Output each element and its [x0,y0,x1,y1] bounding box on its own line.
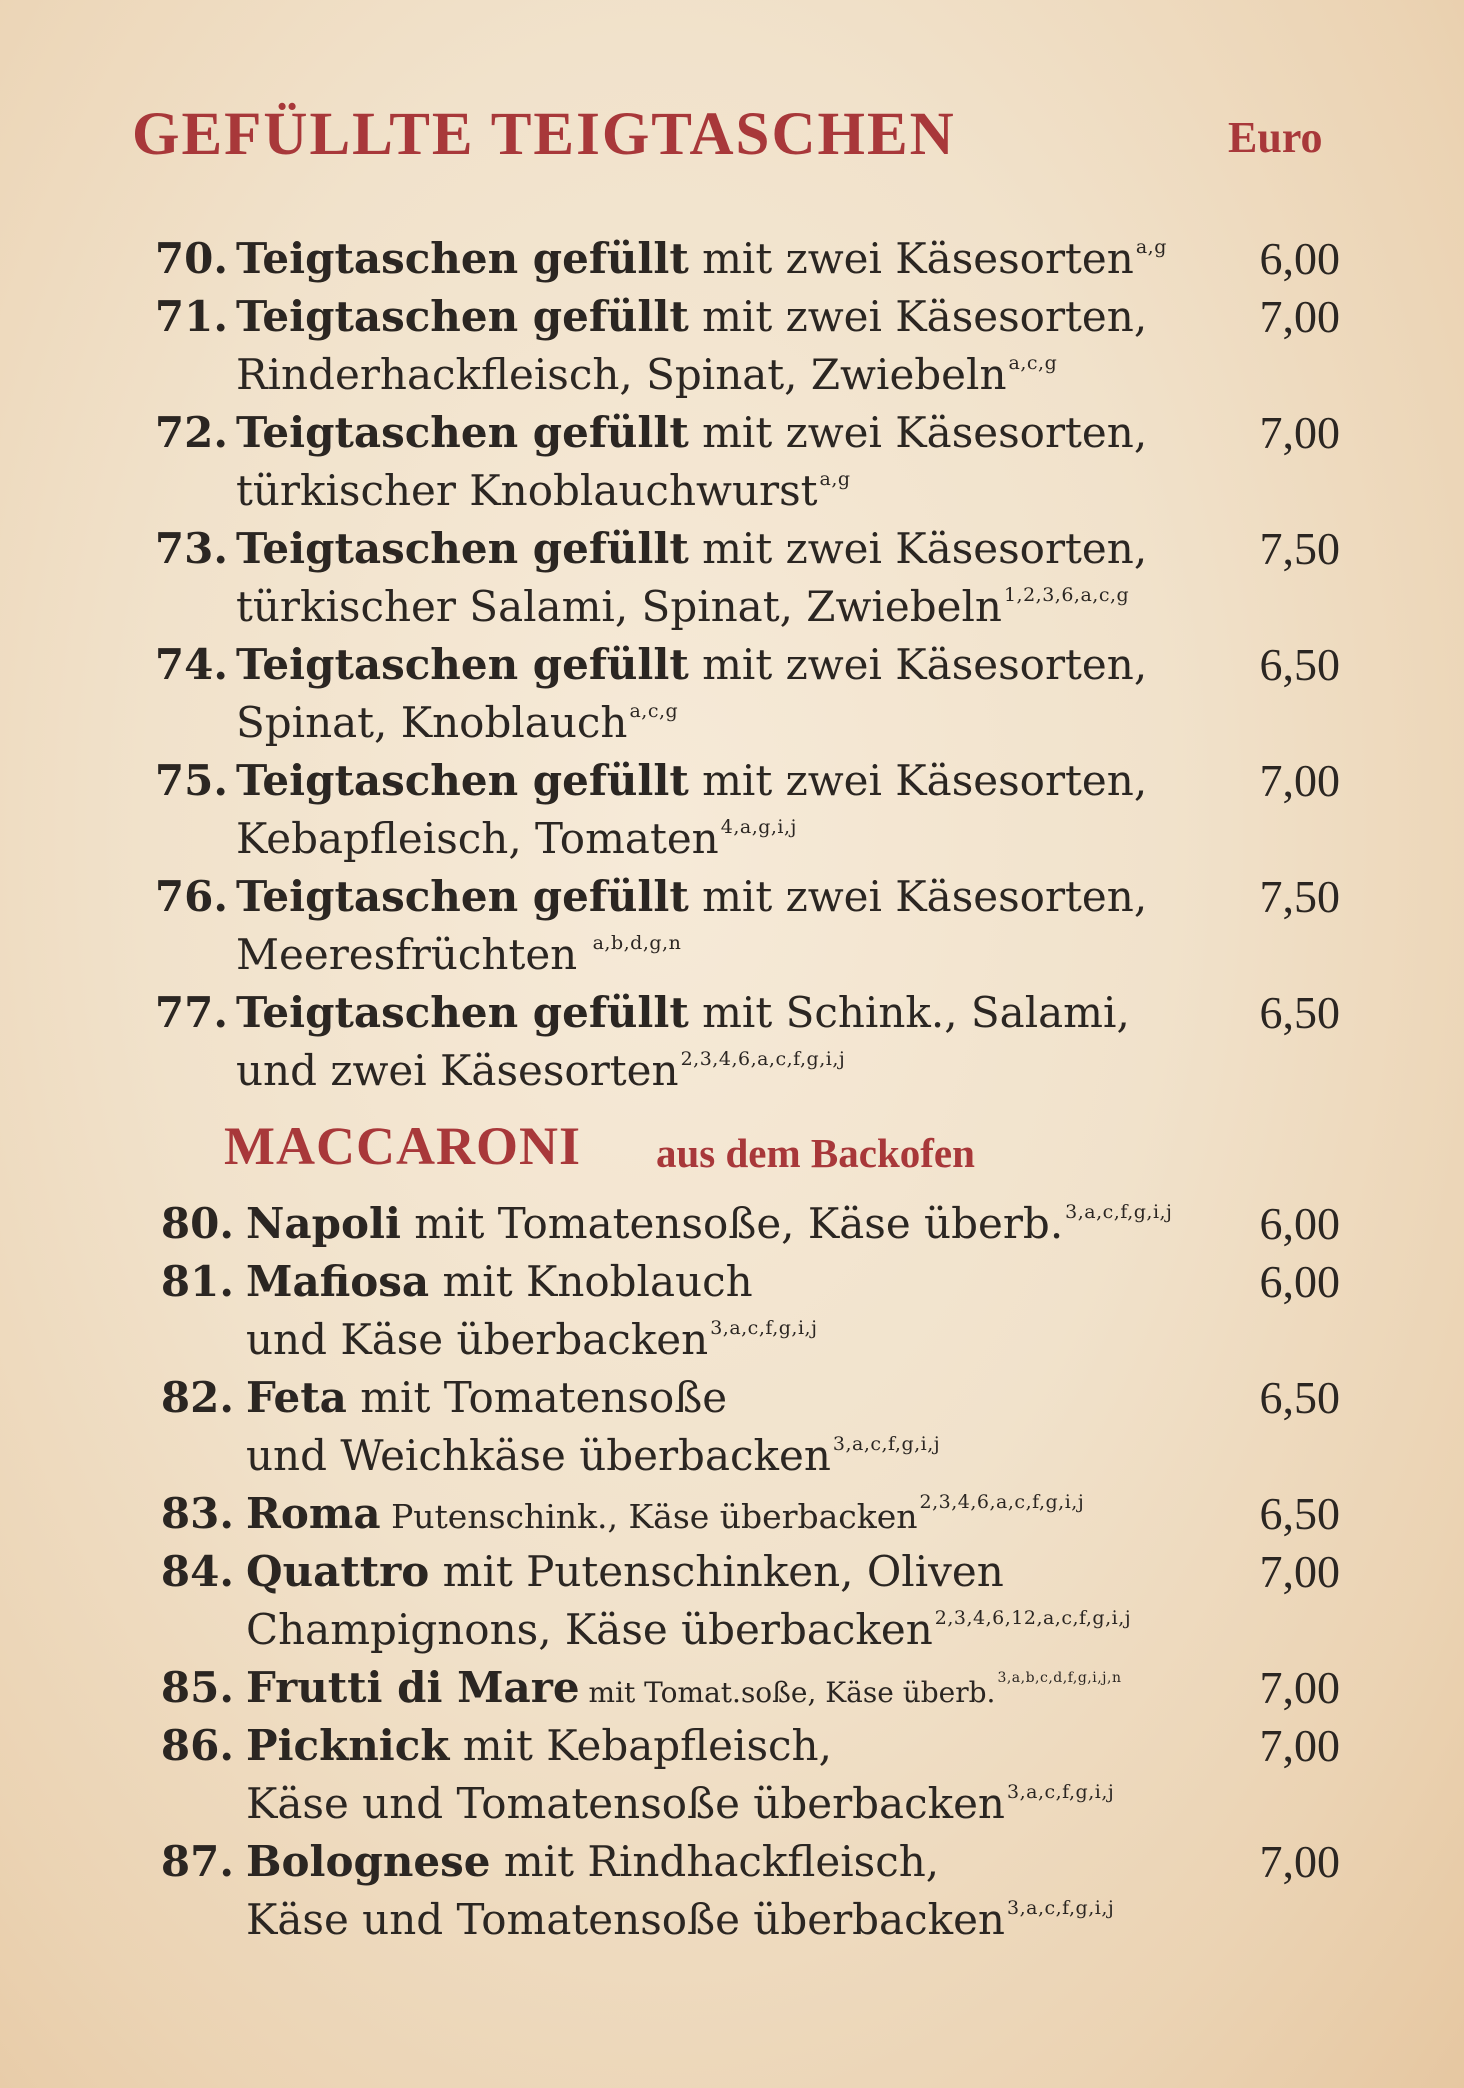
item-name: Teigtaschen gefüllt [236,640,689,689]
item-name: Frutti di Mare [246,1663,580,1712]
menu-item-76 [0,868,1464,984]
item-description: mit Rindhackfleisch, [490,1837,940,1886]
item-description-2: und Käse überbacken [246,1315,709,1364]
item-allergens: a,b,d,g,n [592,932,682,954]
menu-item-74 [0,636,1464,752]
item-allergens: 3,a,c,f,g,i,j [1065,1201,1173,1223]
item-price: 7,00 [1259,1546,1340,1597]
item-description: mit zwei Käsesorten, [688,292,1148,341]
menu-item-82 [0,1369,1464,1485]
item-description-2: und Weichkäse überbacken [246,1431,831,1480]
menu-item-85 [0,1659,1464,1717]
item-number: 75. [154,756,228,805]
item-price: 7,50 [1259,871,1340,922]
item-description: mit Kebapfleisch, [449,1721,832,1770]
item-allergens: 2,3,4,6,12,a,c,f,g,i,j [934,1607,1132,1629]
item-description-2: Käse und Tomatensoße überbacken [246,1895,1005,1944]
item-price: 7,00 [1259,1836,1340,1887]
menu-item-81 [0,1253,1464,1369]
item-number: 82. [160,1373,234,1422]
item-price: 6,00 [1259,1256,1340,1307]
item-price: 6,00 [1259,1198,1340,1249]
currency-label: Euro [1228,113,1323,162]
item-allergens: 3,a,c,f,g,i,j [710,1317,818,1339]
item-allergens: a,g [1135,236,1167,258]
item-price: 6,50 [1259,1488,1340,1539]
item-allergens: 3,a,b,c,d,f,g,i,j,n [997,1670,1122,1686]
menu-item-71 [0,288,1464,404]
item-allergens: 3,a,c,f,g,i,j [1006,1897,1115,1919]
menu-item-84 [0,1543,1464,1659]
item-description-2: türkischer Knoblauchwurst [236,466,818,515]
item-number: 87. [160,1837,234,1886]
item-allergens: 1,2,3,6,a,c,g [1003,584,1130,606]
item-description: mit Tomatensoße, Käse überb. [400,1199,1064,1248]
item-price: 7,00 [1259,407,1340,458]
item-description: mit Schink., Salami, [688,988,1130,1037]
item-allergens: 3,a,c,f,g,i,j [832,1433,941,1455]
item-number: 84. [160,1547,234,1596]
item-price: 6,50 [1259,639,1340,690]
item-name: Teigtaschen gefüllt [236,408,689,457]
item-name: Teigtaschen gefüllt [236,988,689,1037]
item-number: 77. [154,988,228,1037]
section-title-maccaroni [0,1115,1464,1195]
menu-item-73 [0,520,1464,636]
item-description: mit zwei Käsesorten, [688,524,1148,573]
item-number: 80. [160,1199,234,1248]
item-name: Napoli [246,1199,401,1248]
section-title-main: MACCARONI [224,1116,581,1176]
item-number: 76. [154,872,228,921]
menu-item-77 [0,984,1464,1100]
item-allergens: 2,3,4,6,a,c,f,g,i,j [680,1048,846,1070]
item-name: Teigtaschen gefüllt [236,234,689,283]
item-description: mit Knoblauch [429,1257,753,1306]
item-description-2: Meeresfrüchten [236,930,591,979]
item-name: Roma [246,1489,381,1538]
item-name: Teigtaschen gefüllt [236,872,689,921]
item-number: 71. [154,292,228,341]
item-description: mit zwei Käsesorten, [688,872,1148,921]
item-price: 7,00 [1259,291,1340,342]
teigtaschen-list [0,230,1464,1100]
item-description-2: Rinderhackfleisch, Spinat, Zwiebeln [236,350,1007,399]
item-number: 85. [160,1663,234,1712]
item-allergens: a,c,g [629,700,679,722]
item-description-2: Spinat, Knoblauch [236,698,628,747]
item-description: mit zwei Käsesorten, [688,640,1148,689]
item-price: 6,00 [1259,233,1340,284]
item-number: 72. [154,408,228,457]
item-price: 7,50 [1259,523,1340,574]
section-title-sub: aus dem Backofen [656,1130,975,1176]
item-price: 6,50 [1259,1372,1340,1423]
menu-item-72 [0,404,1464,520]
item-description: mit zwei Käsesorten, [688,756,1148,805]
item-description: mit Putenschinken, Oliven [429,1547,1004,1596]
item-allergens: 2,3,4,6,a,c,f,g,i,j [919,1491,1085,1513]
item-number: 73. [154,524,228,573]
item-number: 83. [160,1489,234,1538]
item-price: 7,00 [1259,755,1340,806]
item-description-2: Champignons, Käse überbacken [246,1605,933,1654]
item-name: Teigtaschen gefüllt [236,524,689,573]
item-name: Feta [246,1373,347,1422]
menu-item-86 [0,1717,1464,1833]
item-description-2: Käse und Tomatensoße überbacken [246,1779,1005,1828]
item-allergens: 3,a,c,f,g,i,j [1006,1781,1115,1803]
item-name: Quattro [246,1547,430,1596]
item-name: Teigtaschen gefüllt [236,292,689,341]
section-title-teigtaschen: GEFÜLLTE TEIGTASCHEN [132,101,956,168]
item-description: mit Tomatensoße [346,1373,728,1422]
item-price: 7,00 [1259,1662,1340,1713]
item-name: Teigtaschen gefüllt [236,756,689,805]
item-price: 6,50 [1259,987,1340,1038]
item-name: Picknick [246,1721,450,1770]
item-price: 7,00 [1259,1720,1340,1771]
item-name: Mafiosa [246,1257,430,1306]
maccaroni-list [0,1115,1464,1949]
item-number: 70. [154,234,228,283]
item-description: mit Tomat.soße, Käse überb. [579,1676,996,1709]
item-description: mit zwei Käsesorten [688,234,1134,283]
item-number: 81. [160,1257,234,1306]
item-description: mit zwei Käsesorten, [688,408,1148,457]
item-description-2: Kebapfleisch, Tomaten [236,814,719,863]
menu-item-80 [0,1195,1464,1253]
menu-item-87 [0,1833,1464,1949]
item-name: Bolognese [246,1837,491,1886]
item-number: 74. [154,640,228,689]
item-allergens: a,c,g [1008,352,1058,374]
item-allergens: a,g [819,468,851,490]
item-description-2: und zwei Käsesorten [236,1046,679,1095]
menu-item-75 [0,752,1464,868]
menu-item-70 [0,230,1464,288]
item-number: 86. [160,1721,234,1770]
item-description: Putenschink., Käse überbacken [380,1497,918,1536]
item-allergens: 4,a,g,i,j [720,816,797,838]
menu-item-83 [0,1485,1464,1543]
item-description-2: türkischer Salami, Spinat, Zwiebeln [236,582,1002,631]
